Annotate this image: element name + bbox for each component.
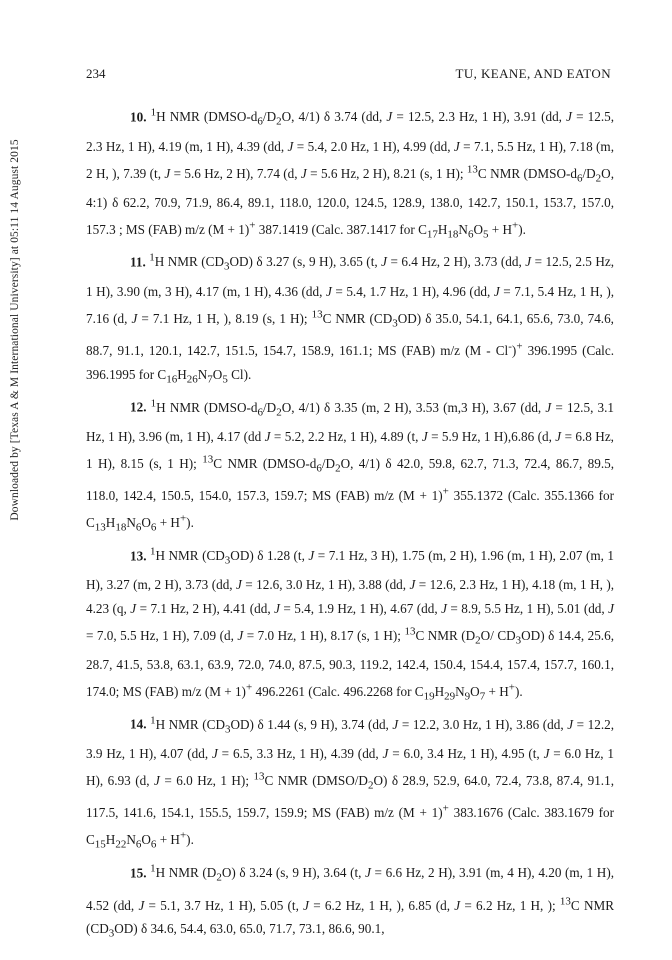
compound-spectra: $^1$H NMR $(CD_3OD)$ δ 1.44 (s, 9 H), 3.74 (dd, J = 12.2, 3.0 Hz, 1 H), 3.86 (dd, J = 12.2, 3.9 Hz, 1 H), 4.07 (dd, J = 6.5, 3.3 Hz, 1 H), 4.39 (dd, J = 6.0, 3.4 Hz, 1 H), 4.95 (t, J = 6.0 Hz, 1 H), 6.93 (d, J = 6.0 Hz, 1 H); $^{13}$C NMR $(DMSO/D_2O)$ δ 28.9, 52.9, 64.0, 72.4, 73.8, 87.4, 91.1, 117.5, 141.6, 154.1, 155.5, 159.7, 159.9; MS (FAB) m/z (M + 1)+ 383.1676 (Calc. 383.1679 for $C_{15}H_{22}N_6O_6 + H^+$). (86, 714, 615, 852)
running-head: TU, KEANE, AND EATON (455, 66, 611, 81)
compound-entry (86, 858, 614, 947)
download-notice-sidebar (0, 0, 30, 960)
compound-number: 15. (130, 865, 147, 881)
compound-number: 13. (130, 547, 147, 563)
download-notice: Downloaded by [Texas A & M International University] at 05:11 14 August 2015 (9, 139, 21, 521)
compound-entry (86, 102, 614, 247)
compound-spectra: $^1$H NMR ($DMSO-d_6/D_2O$, 4/1) δ 3.35 (m, 2 H), 3.53 (m,3 H), 3.67 (dd, J = 12.5, 3.1 Hz, 1 H), 3.96 (m, 1 H), 4.17 (dd J = 5.2, 2.2 Hz, 1 H), 4.89 (t, J = 5.9 Hz, 1 H),6.86 (d, J = 6.8 Hz, 1 H), 8.15 (s, 1 H); $^{13}$C NMR ($DMSO-d_6/D_2O$, 4/1) δ 42.0, 59.8, 62.7, 71.3, 72.4, 86.7, 89.5, 118.0, 142.4, 150.5, 154.0, 157.3, 159.7; MS (FAB) m/z (M + 1)+ 355.1372 (Calc. 355.1366 for $C_{13}H_{18}N_6O_6 + H^+$). (86, 397, 615, 534)
compound-spectra: $^1$H NMR $(CD_3OD)$ δ 1.28 (t, J = 7.1 Hz, 3 H), 1.75 (m, 2 H), 1.96 (m, 1 H), 2.07 (m, 1 H), 3.27 (m, 2 H), 3.73 (dd, J = 12.6, 3.0 Hz, 1 H), 3.88 (dd, J = 12.6, 2.3 Hz, 1 H), 4.18 (m, 1 H, ), 4.23 (q, J = 7.1 Hz, 2 H), 4.41 (dd, J = 5.4, 1.9 Hz, 1 H), 4.67 (dd, J = 8.9, 5.5 Hz, 1 H), 5.01 (dd, J = 7.0, 5.5 Hz, 1 H), 7.09 (d, J = 7.0 Hz, 1 H), 8.17 (s, 1 H); $^{13}$C NMR ($D_2O/$ $CD_3OD$) δ 14.4, 25.6, 28.7, 41.5, 53.8, 63.1, 63.9, 72.0, 74.0, 87.5, 90.3, 119.2, 142.4, 150.4, 154.4, 157.4, 157.7, 160.1, 174.0; MS (FAB) m/z (M + 1)+ 496.2261 (Calc. 496.2268 for $C_{19}H_{29}N_9O_7 + H^+$). (86, 545, 615, 703)
page-number: 234 (86, 66, 106, 81)
compound-data-list (86, 102, 614, 947)
compound-spectra: $^1$H NMR ($DMSO-d_6/D_2O$, 4/1) δ 3.74 (dd, J = 12.5, 2.3 Hz, 1 H), 3.91 (dd, J = 12.5, 2.3 Hz, 1 H), 4.19 (m, 1 H), 4.39 (dd, J = 5.4, 2.0 Hz, 1 H), 4.99 (dd, J = 7.1, 5.5 Hz, 1 H), 7.18 (m, 2 H, ), 7.39 (t, J = 5.6 Hz, 2 H), 7.74 (d, J = 5.6 Hz, 2 H), 8.21 (s, 1 H); $^{13}$C NMR ($DMSO-d_6/D_2O$, 4:1) δ 62.2, 70.9, 71.9, 86.4, 89.1, 118.0, 120.0, 124.5, 128.9, 138.0, 142.7, 150.1, 153.7, 157.0, 157.3 ; MS (FAB) m/z (M + 1)+ 387.1419 (Calc. 387.1417 for $C_{17}H_{18}N_6O_5 + H^+$). (86, 107, 615, 241)
compound-entry (86, 247, 614, 392)
compound-spectra: $^1$H NMR $(CD_3OD)$ δ 3.27 (s, 9 H), 3.65 (t, J = 6.4 Hz, 2 H), 3.73 (dd, J = 12.5, 2.5 Hz, 1 H), 3.90 (m, 3 H), 4.17 (m, 1 H), 4.36 (dd, J = 5.4, 1.7 Hz, 1 H), 4.96 (dd, J = 7.1, 5.4 Hz, 1 H, ), 7.16 (d, J = 7.1 Hz, 1 H, ), 8.19 (s, 1 H); $^{13}$C NMR $(CD_3OD)$ δ 35.0, 54.1, 64.1, 65.6, 73.0, 74.6, 88.7, 91.1, 120.1, 142.7, 151.5, 154.7, 158.9, 161.1; MS (FAB) m/z (M - Cl-)+ 396.1995 (Calc. 396.1995 for $C_{16}H_{26}N_7O_5$ Cl). (86, 252, 615, 386)
compound-entry (86, 541, 614, 710)
compound-spectra: $^1$H NMR $(D_2O)$ δ 3.24 (s, 9 H), 3.64 (t, J = 6.6 Hz, 2 H), 3.91 (m, 4 H), 4.20 (m, 1 H), 4.52 (dd, J = 5.1, 3.7 Hz, 1 H), 5.05 (t, J = 6.2 Hz, 1 H, ), 6.85 (d, J = 6.2 Hz, 1 H, ); $^{13}$C NMR $(CD_3OD)$ δ 34.6, 54.4, 63.0, 65.0, 71.7, 73.1, 86.6, 90.1, (86, 862, 615, 940)
compound-number: 10. (130, 109, 147, 125)
compound-number: 12. (130, 399, 147, 415)
compound-number: 11. (130, 254, 146, 270)
compound-entry (86, 709, 614, 857)
compound-entry (86, 392, 614, 540)
compound-number: 14. (130, 716, 147, 732)
